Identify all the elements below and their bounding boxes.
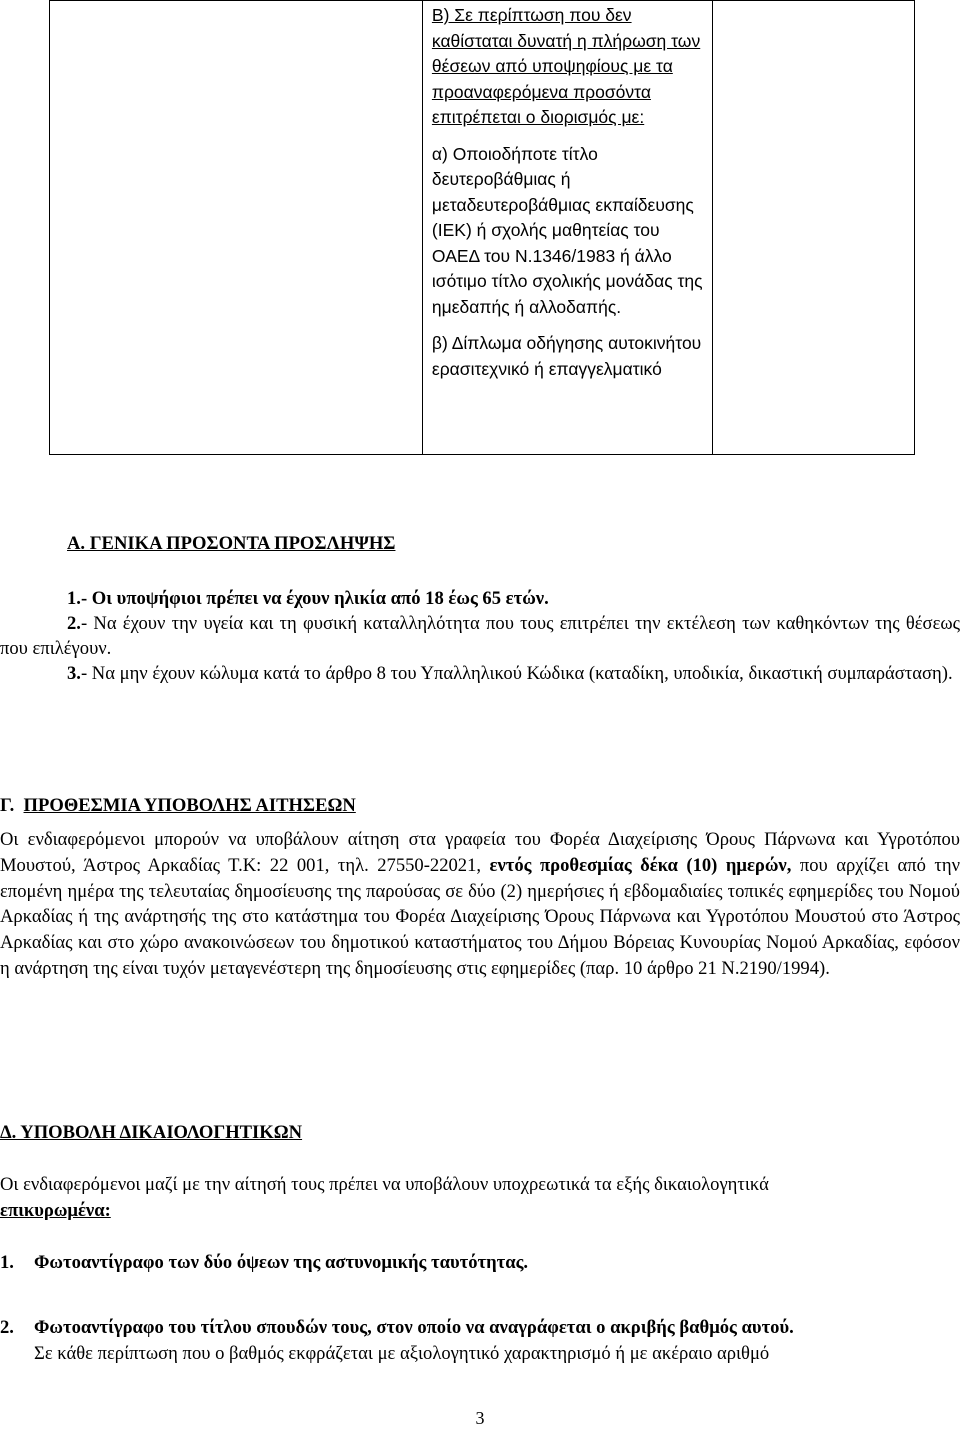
table-row bbox=[50, 1, 915, 455]
table-cell-empty-right bbox=[712, 1, 914, 455]
document-item-2 bbox=[0, 1315, 960, 1367]
documents-intro-text: Οι ενδιαφερόμενοι μαζί με την αίτησή τους πρέπει να υποβάλουν υποχρεωτικά τα εξής δικαιολογητικά bbox=[0, 1174, 769, 1195]
table-cell-qualifications bbox=[422, 1, 712, 455]
item-3-number: 3. bbox=[67, 663, 81, 684]
fallback-qualifications-heading: Β) Σε περίπτωση που δεν καθίσταται δυνατή η πλήρωση των θέσεων από υποψηφίους με τα προαναφερόμενα προσόντα επιτρέπεται ο διορισμός με: bbox=[431, 5, 701, 127]
deadline-text-part-1: Οι ενδιαφερόμενοι μπορούν να υποβάλουν αίτηση στα γραφεία του Φορέα Διαχείρισης Όρους Πάρνωνα και Υγροτόπου Μουστού, Άστρος Αρκαδίας Τ.Κ: 22 001, τηλ. 27550-22021, bbox=[0, 829, 960, 876]
document-item-1-text: Φωτοαντίγραφο των δύο όψεων της αστυνομικής ταυτότητας. bbox=[34, 1252, 529, 1273]
qualification-option-b: β) Δίπλωμα οδήγησης αυτοκινήτου ερασιτεχνικό ή επαγγελματικό bbox=[431, 333, 702, 379]
documents-certified-label: επικυρωμένα: bbox=[0, 1200, 111, 1221]
section-a-item-2 bbox=[0, 611, 960, 661]
general-requirement-health: - Να έχουν την υγεία και τη φυσική καταλληλότητα που τους επιτρέπει την εκτέλεση των καθηκόντων της θέσεως που επιλέγουν. bbox=[0, 613, 960, 659]
table-cell-empty-left bbox=[50, 1, 423, 455]
qualifications-table bbox=[49, 0, 915, 455]
section-a-item-1 bbox=[0, 586, 960, 611]
section-d-intro bbox=[0, 1172, 960, 1224]
item-2-number: 2. bbox=[67, 613, 81, 634]
section-g bbox=[0, 793, 960, 818]
general-requirement-age: 1.- Οι υποψήφιοι πρέπει να έχουν ηλικία από 18 έως 65 ετών. bbox=[67, 588, 549, 609]
document-item-1 bbox=[0, 1250, 960, 1275]
section-a-heading: Α. ΓΕΝΙΚΑ ΠΡΟΣΟΝΤΑ ΠΡΟΣΛΗΨΗΣ bbox=[67, 533, 396, 554]
qualification-option-a: α) Οποιοδήποτε τίτλο δευτεροβάθμιας ή μεταδευτεροβάθμιας εκπαίδευσης (ΙΕΚ) ή σχολής μαθητείας του ΟΑΕΔ του Ν.1346/1983 ή άλλο ισότιμο τίτλο σχολικής μονάδας της ημεδαπής ή αλλοδαπής. bbox=[431, 143, 703, 317]
document-item-1-number: 1. bbox=[0, 1252, 14, 1273]
deadline-text-part-2: που αρχίζει από την επομένη ημέρα της τελευταίας δημοσίευσης της παρούσας σε δύο (2) ημερήσιες ή εβδομαδιαίες τοπικές εφημερίδες του Νομού Αρκαδίας ή της ανάρτησής της στο κατάστημα του Φορέα Διαχείρισης Όρους Πάρνωνα και Υγροτόπου Μουστού στο Άστρος Αρκαδίας και στο χώρο ανακοινώσεων του δημοτικού καταστήματος του Δήμου Βόρειας Κυνουρίας Νομού Αρκαδίας, εφόσον η ανάρτηση της είναι τυχόν μεταγενέστερη της δημοσίευσης στις εφημερίδες (παρ. 10 άρθρο 21 Ν.2190/1994). bbox=[0, 854, 960, 979]
document-item-2-number: 2. bbox=[0, 1317, 14, 1338]
section-g-heading: ΠΡΟΘΕΣΜΙΑ ΥΠΟΒΟΛΗΣ ΑΙΤΗΣΕΩΝ bbox=[23, 795, 356, 816]
application-deadline-text bbox=[0, 827, 960, 982]
section-a bbox=[0, 531, 960, 556]
section-d bbox=[0, 1120, 960, 1145]
section-d-heading: Δ. ΥΠΟΒΟΛΗ ΔΙΚΑΙΟΛΟΓΗΤΙΚΩΝ bbox=[0, 1122, 303, 1143]
deadline-text-bold: εντός προθεσμίας δέκα (10) ημερών, bbox=[489, 854, 792, 876]
section-g-prefix: Γ. bbox=[0, 795, 15, 816]
document-item-2-continuation: Σε κάθε περίπτωση που ο βαθμός εκφράζεται με αξιολογητικό χαρακτηρισμό ή με ακέραιο αριθμό bbox=[34, 1343, 770, 1364]
document-item-2-text: Φωτοαντίγραφο του τίτλου σπουδών τους, στον οποίο να αναγράφεται ο ακριβής βαθμός αυτού. bbox=[34, 1317, 794, 1338]
section-a-item-3 bbox=[0, 661, 960, 686]
general-requirement-no-impediment: - Να μην έχουν κώλυμα κατά το άρθρο 8 του Υπαλληλικού Κώδικα (καταδίκη, υποδικία, δικαστική συμπαράσταση). bbox=[80, 663, 953, 684]
page-number: 3 bbox=[475, 1408, 485, 1428]
